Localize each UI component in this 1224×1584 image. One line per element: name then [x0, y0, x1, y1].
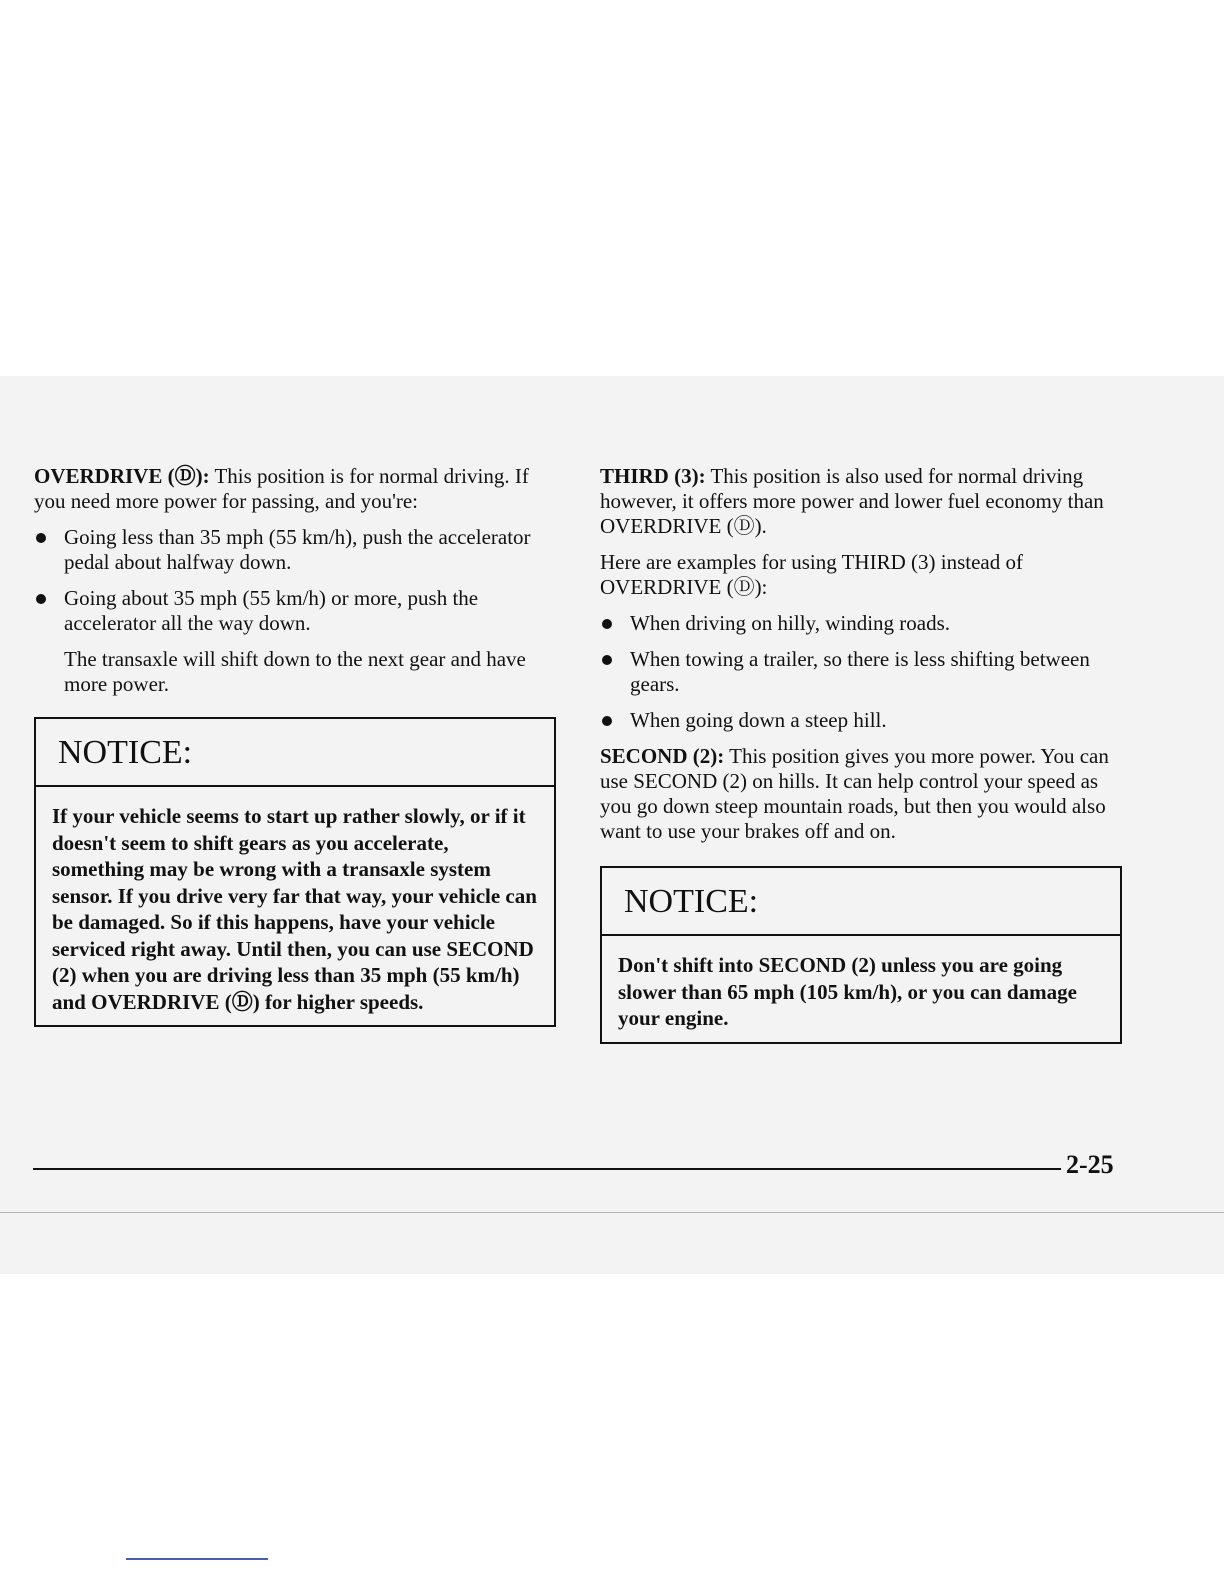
- second-text: This position gives you more power. You can use SECOND (2) on hills. It can help control your speed as you go down steep mountain roads, but then you would also want to use your brakes off and on.: [600, 744, 1109, 843]
- scan-edge-line: [0, 1212, 1224, 1213]
- notice-body: Don't shift into SECOND (2) unless you are going slower than 65 mph (105 km/h), or you can damage your engine.: [618, 953, 1077, 1030]
- third-text: This position is also used for normal driving however, it offers more power and lower fuel economy than OVERDRIVE (Ⓓ).: [600, 464, 1104, 538]
- page-number: 2-25: [1066, 1150, 1114, 1179]
- left-column: [34, 464, 564, 1027]
- list-item: [34, 586, 564, 636]
- bullet-text: Going about 35 mph (55 km/h) or more, push the accelerator all the way down.: [64, 586, 479, 635]
- bullet-text: When going down a steep hill.: [630, 708, 887, 732]
- bullet-icon: [602, 716, 612, 726]
- bullet-icon: [602, 619, 612, 629]
- list-item: [600, 647, 1130, 697]
- third-bullet-list: [600, 611, 1130, 733]
- overdrive-text: This position is for normal driving. If you need more power for passing, and you're:: [34, 464, 529, 513]
- overdrive-bullet-list: [34, 525, 564, 636]
- transaxle-paragraph: The transaxle will shift down to the next gear and have more power.: [64, 647, 526, 696]
- overdrive-term: OVERDRIVE (Ⓓ):: [34, 464, 210, 488]
- right-column: [600, 464, 1130, 1044]
- overdrive-paragraph: [34, 464, 564, 514]
- bottom-link-underline: [126, 1558, 268, 1560]
- list-item: [600, 708, 1130, 733]
- third-paragraph: [600, 464, 1130, 539]
- bullet-text: When driving on hilly, winding roads.: [630, 611, 951, 635]
- bullet-text: When towing a trailer, so there is less shifting between gears.: [630, 647, 1090, 696]
- list-item: [600, 611, 1130, 636]
- bullet-icon: [36, 533, 46, 543]
- notice-box-left: [34, 717, 556, 1027]
- third-term: THIRD (3):: [600, 464, 706, 488]
- bullet-icon: [602, 655, 612, 665]
- notice-body: If your vehicle seems to start up rather slowly, or if it doesn't seem to shift gears as you accelerate, something may be wrong with a transaxle system sensor. If you drive very far that way, your vehicle can be damaged. So if this happens, have your vehicle serviced right away. Until then, you can use SECOND (2) when you are driving less than 35 mph (55 km/h) and OVERDRIVE (Ⓓ) for higher speeds.: [52, 804, 537, 1014]
- footer-rule: [33, 1168, 1061, 1170]
- bullet-text: Going less than 35 mph (55 km/h), push the accelerator pedal about halfway down.: [64, 525, 531, 574]
- list-item: [34, 525, 564, 575]
- notice-title: NOTICE:: [602, 868, 1120, 936]
- notice-title: NOTICE:: [36, 719, 554, 787]
- second-term: SECOND (2):: [600, 744, 725, 768]
- second-paragraph: [600, 744, 1130, 844]
- notice-box-right: [600, 866, 1122, 1044]
- examples-intro: Here are examples for using THIRD (3) instead of OVERDRIVE (Ⓓ):: [600, 550, 1023, 599]
- bullet-icon: [36, 594, 46, 604]
